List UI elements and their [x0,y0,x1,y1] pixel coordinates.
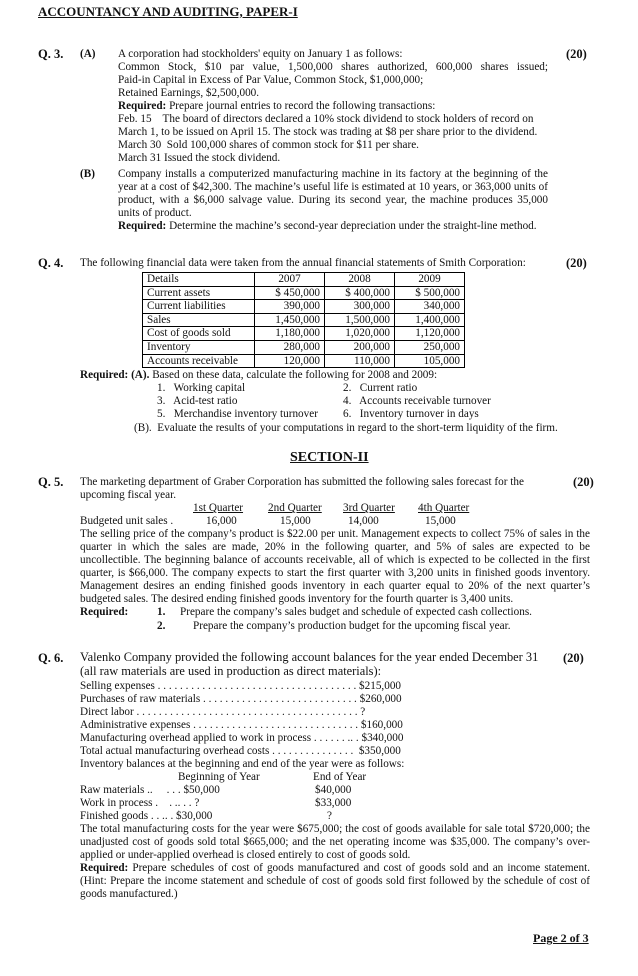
table-cell: 300,000 [325,300,395,314]
q6-body: The total manufacturing costs for the year were $675,000; the cost of goods available for sale total $720,000; the unadjusted cost of goods sold total $665,000; and the net operating income was $35,000. The company’s over-applied or under-applied overhead is closed entirely to cost of goods sold. [80,823,590,861]
table-row [143,327,465,341]
account-line: Direct labor . . . . . . . . . . . . . . . . . . . . . . . . . . . . . . . . . . . . . . . . ? [80,706,366,718]
table-cell: $ 500,000 [395,286,465,300]
account-line: Selling expenses . . . . . . . . . . . . . . . . . . . . . . . . . . . . . . . . . . . . $215,000 [80,680,402,692]
table-cell: 200,000 [325,340,395,354]
budget-label: Budgeted unit sales . [80,515,174,527]
table-cell: 1,120,000 [395,327,465,341]
q4-marks: (20) [566,256,587,270]
table-cell: Current assets [143,286,255,300]
q6-number: Q. 6. [38,651,64,665]
quarter-heading: 2nd Quarter [268,502,322,514]
table-cell: 105,000 [395,354,465,368]
inventory-head-end: End of Year [313,771,367,783]
table-cell: 1,020,000 [325,327,395,341]
q3-a-transaction-2: March 1, to be issued on April 15. The stock was trading at $8 per share prior to the dividend. [118,126,538,138]
table-header-cell: 2009 [395,273,465,287]
table-row [143,286,465,300]
q5-number: Q. 5. [38,475,64,489]
page-number: Page 2 of 3 [533,931,589,945]
inventory-row-end: ? [327,810,332,822]
inventory-row-label: Raw materials .. . . . $50,000 [80,784,220,796]
q5-body: The selling price of the company’s product is $22.00 per unit. Management expects to collect 75% of sales in the quarter in which the sales are made, 20% in the following quarter, and 5% of sales are expected to be uncollectible. The beginning balance of accounts receivable, all of which is expected to be collected in the first quarter, is $66,000. The company expects to start the first quarter with 3,200 units in finished goods inventory. Management desires an ending finished goods inventory in each quarter equal to 20% of the next quarter’s budgeted sales. The desired ending finished goods inventory for the fourth quarter is 3,400 units. [80,528,590,605]
q3-a-required-label: Required: [118,100,167,112]
q3-number: Q. 3. [38,47,64,61]
table-cell: $ 400,000 [325,286,395,300]
account-line: Total actual manufacturing overhead costs . . . . . . . . . . . . . . . $350,000 [80,745,401,757]
q6-required-label: Required: [80,862,129,874]
table-row [143,340,465,354]
q4-required [80,369,437,382]
table-cell: Cost of goods sold [143,327,255,341]
account-line: Administrative expenses . . . . . . . . . . . . . . . . . . . . . . . . . . . . . . $160,000 [80,719,403,731]
financial-data-table [142,272,465,368]
budget-value: 15,000 [425,515,456,527]
table-header-cell: 2008 [325,273,395,287]
inventory-row-end: $33,000 [315,797,352,809]
inventory-row-label: Work in process . . .. . . ? [80,797,200,809]
table-cell: 1,400,000 [395,313,465,327]
q4-item-2: 2. Current ratio [343,382,418,394]
account-line: Purchases of raw materials . . . . . . . . . . . . . . . . . . . . . . . . . . . . $260,000 [80,693,402,705]
table-cell: Sales [143,313,255,327]
section-title: SECTION-II [290,450,369,465]
inventory-head-begin: Beginning of Year [178,771,260,783]
q3-a-line-2: Common Stock, $10 par value, 1,500,000 shares authorized, 600,000 shares issued; [118,61,548,73]
q3-b-required [118,220,548,233]
q5-req-2-num: 2. [157,620,166,632]
table-cell: 340,000 [395,300,465,314]
q5-required-label: Required: [80,606,129,618]
q6-intro-line-1: Valenko Company provided the following account balances for the year ended December 31 [80,650,539,664]
q3-marks: (20) [566,47,587,61]
quarter-heading: 3rd Quarter [343,502,395,514]
q3-a-label: (A) [80,48,96,60]
table-cell: 280,000 [255,340,325,354]
table-cell: Current liabilities [143,300,255,314]
q3-a-transaction-3: March 30 Sold 100,000 shares of common stock for $11 per share. [118,139,419,151]
q4-item-3: 3. Acid-test ratio [157,395,238,407]
q4-item-1: 1. Working capital [157,382,246,394]
q3-b-label: (B) [80,168,95,180]
page-header: ACCOUNTANCY AND AUDITING, PAPER-I [38,4,298,19]
table-cell: $ 450,000 [255,286,325,300]
q4-item-4: 4. Accounts receivable turnover [343,395,491,407]
inventory-intro: Inventory balances at the beginning and end of the year were as follows: [80,758,405,770]
q4-number: Q. 4. [38,256,64,270]
q5-marks: (20) [573,475,594,489]
quarter-heading: 4th Quarter [418,502,470,514]
q4-item-5: 5. Merchandise inventory turnover [157,408,318,420]
budget-value: 16,000 [206,515,237,527]
q3-b-required-label: Required: [118,220,167,232]
table-cell: Inventory [143,340,255,354]
q5-req-1-text: Prepare the company’s sales budget and schedule of expected cash collections. [180,606,532,618]
q3-b-required-text: Determine the machine’s second-year depreciation under the straight-line method. [166,220,537,232]
q6-marks: (20) [563,651,584,665]
q5-intro-line-2: upcoming fiscal year. [80,489,176,501]
q3-a-line-3: Paid-in Capital in Excess of Par Value, Common Stock, $1,000,000; [118,74,424,86]
table-row [143,300,465,314]
table-cell: 1,180,000 [255,327,325,341]
q6-required-text: Prepare schedules of cost of goods manufactured and cost of goods sold and an income statement. (Hint: Prepare the income statement and schedule of cost of goods sold first followed by the schedule of cost of goods manufactured.) [80,862,590,900]
table-cell: 250,000 [395,340,465,354]
table-cell: 120,000 [255,354,325,368]
q3-a-required-text: Prepare journal entries to record the following transactions: [166,100,436,112]
q5-intro-line-1: The marketing department of Graber Corporation has submitted the following sales forecast for the [80,476,524,488]
q4-b-text: (B). Evaluate the results of your computations in regard to the short-term liquidity of the firm. [134,422,558,434]
q4-required-label: Required: (A). [80,369,150,381]
q3-a-line-1: A corporation had stockholders' equity on January 1 as follows: [118,48,403,60]
q3-b-text: Company installs a computerized manufacturing machine in its factory at the beginning of the year at a cost of $42,300. The machine’s useful life is estimated at 10 years, or 363,000 units of product, with a $6,000 salvage value. During its second year, the machine produces 35,000 units of product. [118,168,548,219]
q3-a-transaction-4: March 31 Issued the stock dividend. [118,152,281,164]
table-cell: 1,500,000 [325,313,395,327]
table-header-cell: 2007 [255,273,325,287]
table-header-cell: Details [143,273,255,287]
table-header-row [143,273,465,287]
table-cell: Accounts receivable [143,354,255,368]
q5-req-2-text: Prepare the company’s production budget for the upcoming fiscal year. [193,620,511,632]
q3-a-required [118,100,435,113]
q6-intro-line-2: (all raw materials are used in production as direct materials): [80,664,382,678]
quarter-heading: 1st Quarter [193,502,244,514]
q4-required-text: Based on these data, calculate the following for 2008 and 2009: [149,369,438,381]
budget-value: 14,000 [348,515,379,527]
account-line: Manufacturing overhead applied to work in process . . . . . . .. . $340,000 [80,732,404,744]
table-cell: 110,000 [325,354,395,368]
table-row [143,354,465,368]
q6-required [80,862,590,901]
inventory-row-label: Finished goods . . .. . $30,000 [80,810,213,822]
q3-a-line-4: Retained Earnings, $2,500,000. [118,87,260,99]
q4-intro: The following financial data were taken from the annual financial statements of Smith Corporation: [80,257,526,269]
q5-req-1-num: 1. [157,606,166,618]
q4-item-6: 6. Inventory turnover in days [343,408,479,420]
inventory-row-end: $40,000 [315,784,352,796]
q3-a-transaction-1: Feb. 15 The board of directors declared a 10% stock dividend to stock holders of record on [118,113,534,125]
table-cell: 390,000 [255,300,325,314]
table-row [143,313,465,327]
table-cell: 1,450,000 [255,313,325,327]
budget-value: 15,000 [280,515,311,527]
